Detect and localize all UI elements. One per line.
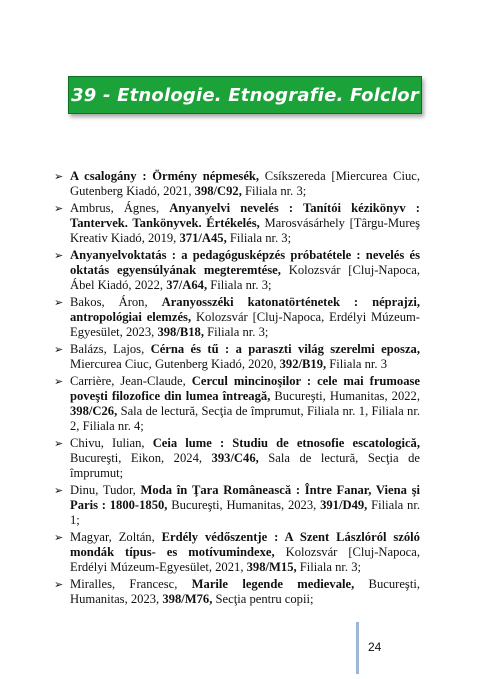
entry-bold-text: 398/C92, [194,184,242,198]
entry-text: Carrière, Jean-Claude, [70,374,192,388]
entry-text: Filiala nr. 3; [296,560,362,574]
entry-text: Kolozsvár [Cluj-Napoca, Erdélyi Múzeum-Egyesület, 2023, [70,310,421,339]
entry-bold-text: Cérna és tű : a paraszti világ szerelmi eposza, [150,342,420,356]
arrow-bullet-icon: ➢ [54,343,64,356]
bibliography-entry [54,169,420,199]
entry-bold-text: Ceia lume : Studiu de etnosofie escatologică, [152,436,421,450]
section-title: 39 - Etnologie. Etnografie. Folclor [71,84,419,106]
entry-bold-text: 392/B19, [279,357,327,371]
bibliography-list [54,169,420,609]
entry-bold-text: Cercul mincinoşilor : cele mai frumoase poveşti filozofice din lumea întreagă, [70,374,420,403]
entry-text: Filiala nr. 3; [204,325,269,339]
section-title-banner [68,76,422,114]
entry-text: Marosvásárhely [Târgu-Mureş Kreativ Kiadó, 2019, [70,216,421,245]
arrow-bullet-icon: ➢ [54,202,64,215]
entry-bold-text: 37/A64, [166,278,208,292]
bibliography-entry [54,295,420,340]
entry-text: Sala de lectură, Secţia de împrumut, Filiala nr. 1, Filiala nr. 2, Filiala nr. 4; [70,404,420,433]
entry-text: Miralles, Francesc, [70,577,192,591]
entry-bold-text: 398/B18, [157,325,204,339]
entry-bold-text: 393/C46, [211,451,259,465]
bibliography-entry [54,248,420,293]
entry-bold-text: 371/A45, [179,231,227,245]
bibliography-entry [54,483,420,528]
arrow-bullet-icon: ➢ [54,578,64,591]
entry-text: Dinu, Tudor, [70,483,141,497]
entry-text: Kolozsvár [Cluj-Napoca, Ábel Kiadó, 2022, [70,263,420,292]
bibliography-entry [54,201,420,246]
bibliography-entry [54,436,420,481]
bibliography-entry [54,374,420,434]
arrow-bullet-icon: ➢ [54,375,64,388]
entry-bold-text: Moda în Ţara Românească : Între Fanar, Viena şi Paris : 1800-1850, [70,483,421,512]
entry-text: Magyar, Zoltán, [70,530,162,544]
entry-text: Filiala nr. 3; [241,184,307,198]
arrow-bullet-icon: ➢ [54,484,64,497]
entry-text: Ambrus, Ágnes, [70,201,170,215]
entry-text: Bucureşti, Humanitas, 2023, [167,498,321,512]
page-number: 24 [368,640,382,654]
arrow-bullet-icon: ➢ [54,531,64,544]
arrow-bullet-icon: ➢ [54,437,64,450]
bibliography-entry [54,577,420,607]
entry-text: Secţia pentru copii; [212,592,314,606]
entry-text: Chivu, Iulian, [70,436,153,450]
entry-text: Filiala nr. 1; [70,498,421,527]
bibliography-entry [54,342,420,372]
entry-text: Filiala nr. 3 [326,357,388,371]
arrow-bullet-icon: ➢ [54,296,64,309]
entry-text: Sala de lectură, Secţia de împrumut; [70,451,421,480]
entry-bold-text: 391/D49, [320,498,368,512]
entry-bold-text: Erdély védőszentje : A Szent Lászlóról szóló mondák típus- es motívumindexe, [70,530,420,559]
entry-bold-text: 398/M76, [162,592,213,606]
entry-bold-text: Anyanyelvi nevelés : Tanítói kézikönyv : Tantervek. Tankönyvek. Értékelés, [70,201,420,230]
entry-text: Bakos, Áron, [70,295,162,309]
bibliography-entry [54,530,420,575]
entry-bold-text: Marile legende medievale, [191,577,355,591]
arrow-bullet-icon: ➢ [54,170,64,183]
entry-text: Bucureşti, Humanitas, 2022, [270,389,420,403]
entry-text: Filiala nr. 3; [207,278,272,292]
entry-bold-text: Aranyosszéki katonatörténetek : néprajzi, antropológiai elemzés, [70,295,420,324]
arrow-bullet-icon: ➢ [54,249,64,262]
entry-text: Csíkszereda [Miercurea Ciuc, Gutenberg Kiadó, 2021, [70,169,420,198]
entry-text: Balázs, Lajos, [70,342,151,356]
entry-bold-text: A csalogány : Örmény népmesék, [70,169,260,183]
entry-bold-text: 398/M15, [246,560,297,574]
entry-bold-text: 398/C26, [70,404,118,418]
entry-bold-text: Anyanyelvoktatás : a pedagógusképzés próbatétele : nevelés és oktatás egyensúlyának megteremtése, [70,248,420,277]
entry-text: Kolozsvár [Cluj-Napoca, Erdélyi Múzeum-Egyesület, 2021, [70,545,421,574]
entry-text: Bucureşti, Eikon, 2024, [70,451,212,465]
footer-divider [356,622,359,674]
entry-text: Filiala nr. 3; [226,231,292,245]
entry-text: Miercurea Ciuc, Gutenberg Kiadó, 2020, [70,357,280,371]
entry-text: Bucureşti, Humanitas, 2023, [70,577,420,606]
